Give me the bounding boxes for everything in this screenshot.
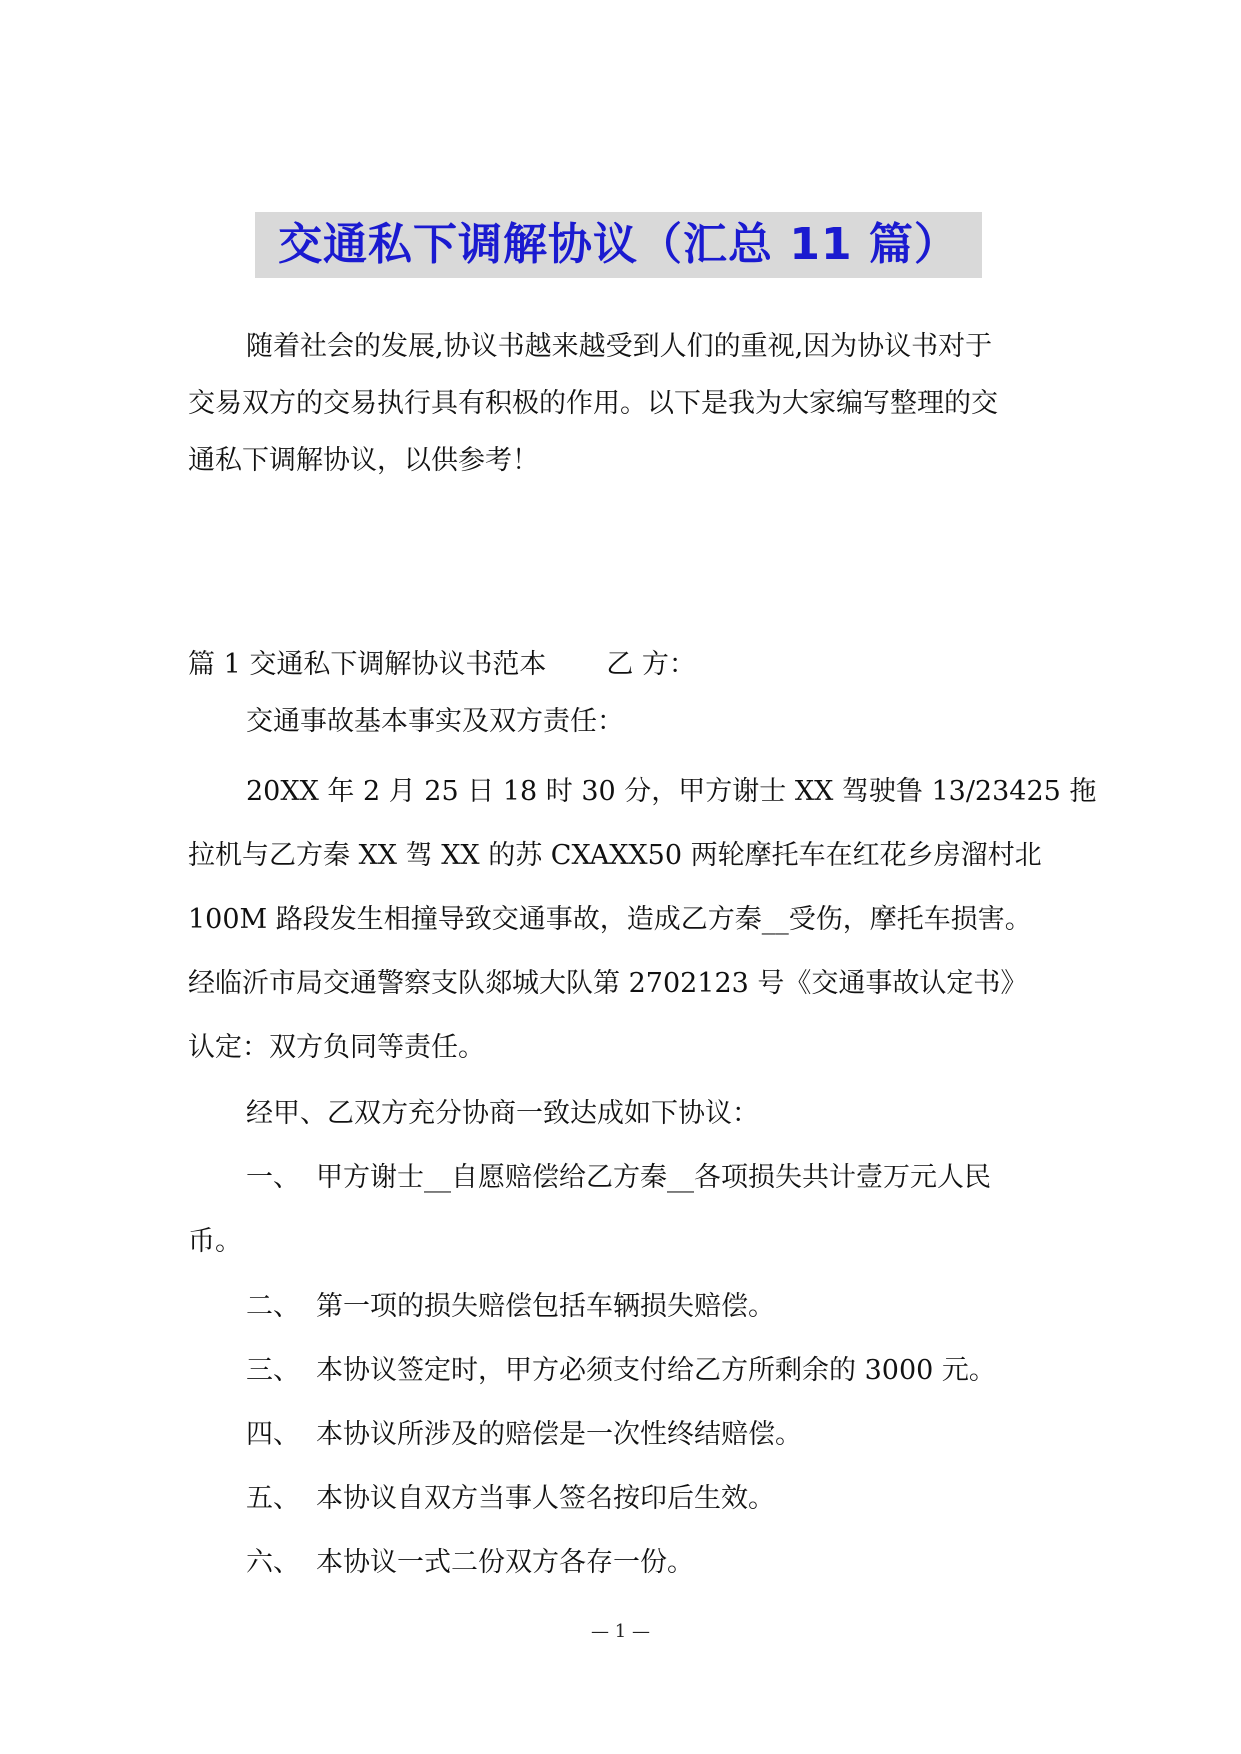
clause-number: 一、 bbox=[246, 1162, 300, 1193]
intro-line-2: 交易双方的交易执行具有积极的作用。以下是我为大家编写整理的交 bbox=[188, 388, 998, 419]
clause-text: 本协议签定时，甲方必须支付给乙方所剩余的 3000 元。 bbox=[316, 1355, 996, 1386]
facts-line-5: 认定：双方负同等责任。 bbox=[188, 1032, 485, 1063]
clause-number: 六、 bbox=[246, 1547, 300, 1578]
clause-text: 甲方谢士__自愿赔偿给乙方秦__各项损失共计壹万元人民 bbox=[316, 1162, 991, 1193]
clause-number: 四、 bbox=[246, 1419, 300, 1450]
section-heading: 篇 1 交通私下调解协议书范本 bbox=[188, 649, 547, 680]
clause-4 bbox=[246, 1415, 1116, 1455]
clause-number: 二、 bbox=[246, 1291, 300, 1322]
clause-text: 本协议自双方当事人签名按印后生效。 bbox=[316, 1483, 775, 1514]
facts-heading: 交通事故基本事实及双方责任： bbox=[246, 706, 624, 737]
facts-line-4: 经临沂市局交通警察支队郯城大队第 2702123 号《交通事故认定书》 bbox=[188, 968, 1028, 999]
agreement-heading: 经甲、乙双方充分协商一致达成如下协议： bbox=[246, 1098, 759, 1129]
facts-line-3: 100M 路段发生相撞导致交通事故，造成乙方秦__受伤，摩托车损害。 bbox=[188, 904, 1032, 935]
clause-1 bbox=[246, 1158, 1058, 1198]
intro-line-3: 通私下调解协议，以供参考！ bbox=[188, 445, 539, 476]
clause-1-continued: 币。 bbox=[188, 1226, 242, 1257]
clause-text: 第一项的损失赔偿包括车辆损失赔偿。 bbox=[316, 1291, 775, 1322]
party-b-label: 乙 方： bbox=[606, 649, 696, 680]
clause-3 bbox=[246, 1351, 1116, 1391]
title-highlight bbox=[255, 212, 982, 278]
document-title: 交通私下调解协议（汇总 11 篇） bbox=[278, 219, 959, 270]
clause-5 bbox=[246, 1479, 1116, 1519]
clause-text: 本协议所涉及的赔偿是一次性终结赔偿。 bbox=[316, 1419, 802, 1450]
clause-text: 本协议一式二份双方各存一份。 bbox=[316, 1547, 694, 1578]
clause-number: 五、 bbox=[246, 1483, 300, 1514]
facts-line-1: 20XX 年 2 月 25 日 18 时 30 分，甲方谢士 XX 驾驶鲁 13/23425 拖 bbox=[246, 776, 1097, 807]
clause-2 bbox=[246, 1287, 1116, 1327]
page-number: — 1 — bbox=[591, 1621, 650, 1642]
facts-line-2: 拉机与乙方秦 XX 驾 XX 的苏 CXAXX50 两轮摩托车在红花乡房溜村北 bbox=[188, 840, 1042, 871]
intro-line-1: 随着社会的发展,协议书越来越受到人们的重视,因为协议书对于 bbox=[246, 331, 993, 362]
clause-6 bbox=[246, 1543, 1116, 1583]
clause-number: 三、 bbox=[246, 1355, 300, 1386]
section-heading-line bbox=[188, 645, 1058, 685]
